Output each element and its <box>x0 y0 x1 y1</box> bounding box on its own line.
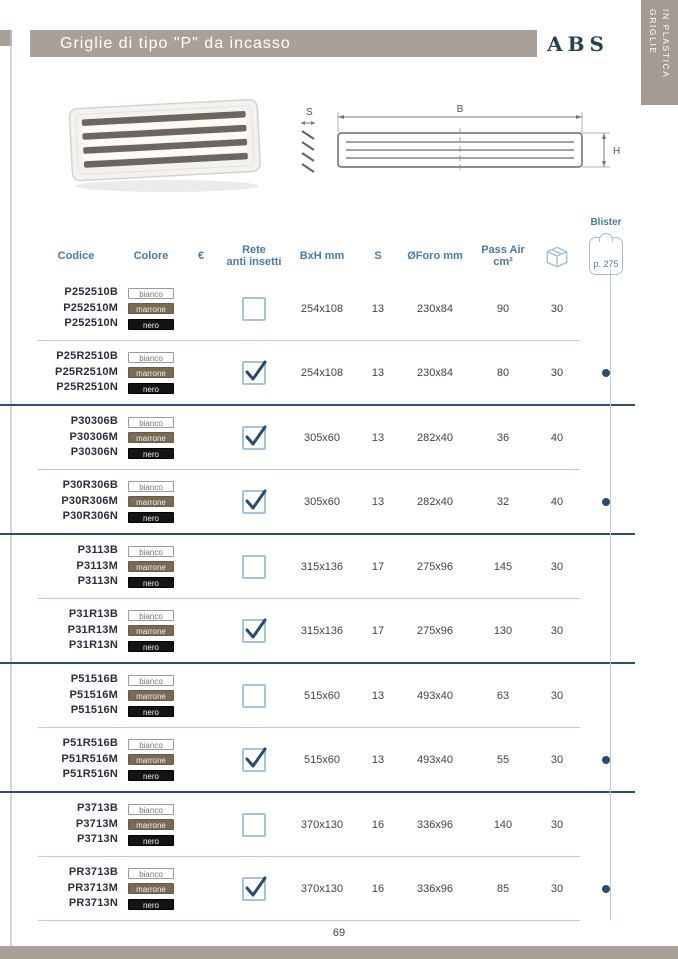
value-bxh: 370x130 <box>300 818 344 831</box>
product-code: P31R13M <box>67 623 118 636</box>
color-swatch-bianco: bianco <box>128 417 174 428</box>
value-bxh: 515x60 <box>303 689 341 702</box>
header-foro: ØForo mm <box>407 250 463 262</box>
product-code: P3713B <box>77 802 118 815</box>
colors-cell <box>122 675 180 717</box>
blister-dot <box>602 369 610 377</box>
value-s: 17 <box>371 624 385 637</box>
value-pass-air: 80 <box>496 366 510 379</box>
header-rete-line1: Rete <box>242 244 266 256</box>
value-qty: 30 <box>550 302 564 315</box>
rete-cell <box>222 490 286 514</box>
table-row <box>30 664 632 727</box>
value-bxh: 515x60 <box>303 753 341 766</box>
value-pass-air: 90 <box>496 302 510 315</box>
value-s: 16 <box>371 882 385 895</box>
codes-cell <box>30 865 122 912</box>
value-bxh: 254x108 <box>300 302 344 315</box>
codes-cell <box>30 801 122 848</box>
insect-net-checkbox <box>242 684 266 708</box>
value-qty: 40 <box>550 431 564 444</box>
color-swatch-marrone: marrone <box>128 432 174 443</box>
dim-b-label: B <box>456 104 464 115</box>
check-icon <box>242 874 268 900</box>
section-tab-line2: IN PLASTICA <box>661 9 671 79</box>
value-qty: 30 <box>550 753 564 766</box>
page-title: Griglie di tipo "P" da incasso <box>60 34 291 52</box>
value-bxh: 305x60 <box>303 431 341 444</box>
blister-dot <box>602 498 610 506</box>
check-icon <box>242 358 268 384</box>
insect-net-checkbox <box>242 297 266 321</box>
table-row <box>30 857 632 920</box>
product-code: P3113N <box>77 575 118 588</box>
table-row <box>30 599 632 662</box>
insect-net-checkbox <box>242 813 266 837</box>
table-row <box>30 793 632 856</box>
value-s: 13 <box>371 689 385 702</box>
value-foro: 336x96 <box>416 818 454 831</box>
product-code: P30R306M <box>61 494 118 507</box>
footer-bar <box>0 946 678 959</box>
color-swatch-marrone: marrone <box>128 496 174 507</box>
blister-icon <box>589 237 623 275</box>
color-swatch-nero: nero <box>128 577 174 588</box>
product-code: P252510B <box>64 286 118 299</box>
product-code: P31R13B <box>68 608 118 621</box>
color-swatch-marrone: marrone <box>128 754 174 765</box>
codes-cell <box>30 478 122 525</box>
value-s: 13 <box>371 431 385 444</box>
value-foro: 275x96 <box>416 560 454 573</box>
value-pass-air: 85 <box>496 882 510 895</box>
check-icon <box>242 487 268 513</box>
codes-cell <box>30 607 122 654</box>
rete-cell <box>222 684 286 708</box>
product-code: P3713M <box>75 817 118 830</box>
rete-cell <box>222 555 286 579</box>
header-pass-air: Pass Air cm² <box>481 244 525 268</box>
color-swatch-bianco: bianco <box>128 804 174 815</box>
table-row <box>30 470 632 533</box>
table-row <box>30 728 632 791</box>
color-swatch-bianco: bianco <box>128 675 174 686</box>
value-qty: 40 <box>550 495 564 508</box>
colors-cell <box>122 417 180 459</box>
color-swatch-nero: nero <box>128 512 174 523</box>
codes-cell <box>30 285 122 332</box>
value-pass-air: 145 <box>493 560 513 573</box>
rete-cell <box>222 619 286 643</box>
color-swatch-marrone: marrone <box>128 303 174 314</box>
color-swatch-marrone: marrone <box>128 883 174 894</box>
box-icon <box>543 242 571 270</box>
product-code: P25R2510M <box>55 365 118 378</box>
color-swatch-nero: nero <box>128 448 174 459</box>
grille-photo <box>57 88 275 198</box>
color-swatch-bianco: bianco <box>128 610 174 621</box>
value-foro: 493x40 <box>416 689 454 702</box>
value-pass-air: 55 <box>496 753 510 766</box>
colors-cell <box>122 868 180 910</box>
header-euro: € <box>197 250 205 262</box>
color-swatch-nero: nero <box>128 835 174 846</box>
section-tab <box>641 0 678 105</box>
colors-cell <box>122 352 180 394</box>
product-code: P3113B <box>77 544 118 557</box>
rete-cell <box>222 877 286 901</box>
value-pass-air: 63 <box>496 689 510 702</box>
product-code: P30R306B <box>62 479 118 492</box>
color-swatch-marrone: marrone <box>128 561 174 572</box>
product-code: PR3713M <box>67 881 118 894</box>
value-qty: 30 <box>550 689 564 702</box>
product-code: P30306N <box>70 446 118 459</box>
rete-cell <box>222 361 286 385</box>
codes-cell <box>30 672 122 719</box>
value-foro: 230x84 <box>416 366 454 379</box>
product-code: P51R516B <box>62 737 118 750</box>
color-swatch-nero: nero <box>128 706 174 717</box>
color-swatch-nero: nero <box>128 383 174 394</box>
header-colore: Colore <box>133 250 169 262</box>
table-row <box>30 535 632 598</box>
header-rete <box>222 244 286 268</box>
product-code: P252510N <box>64 317 118 330</box>
value-foro: 336x96 <box>416 882 454 895</box>
header-box <box>534 242 580 270</box>
header-rete-line2: anti insetti <box>226 256 282 268</box>
color-swatch-marrone: marrone <box>128 367 174 378</box>
table-row <box>30 341 632 404</box>
color-swatch-marrone: marrone <box>128 819 174 830</box>
blister-cell <box>580 498 632 506</box>
value-foro: 230x84 <box>416 302 454 315</box>
insect-net-checkbox <box>242 490 266 514</box>
value-s: 13 <box>371 753 385 766</box>
header-blister <box>580 237 632 275</box>
product-code: P51516N <box>70 704 118 717</box>
color-swatch-bianco: bianco <box>128 546 174 557</box>
color-swatch-nero: nero <box>128 899 174 910</box>
dim-s-label: S <box>306 107 313 118</box>
table-body <box>30 277 632 921</box>
brand-logo: ABS <box>547 31 609 56</box>
blister-page-ref: p. 275 <box>593 259 619 269</box>
page-number: 69 <box>332 927 346 939</box>
blister-cell <box>580 369 632 377</box>
codes-cell <box>30 414 122 461</box>
value-s: 13 <box>371 495 385 508</box>
technical-drawing <box>292 103 622 195</box>
colors-cell <box>122 546 180 588</box>
value-bxh: 370x130 <box>300 882 344 895</box>
check-icon <box>242 616 268 642</box>
color-swatch-bianco: bianco <box>128 481 174 492</box>
product-code: P30R306N <box>62 510 118 523</box>
product-code: P3713N <box>77 833 118 846</box>
value-foro: 282x40 <box>416 431 454 444</box>
codes-cell <box>30 736 122 783</box>
product-code: P51R516M <box>61 752 118 765</box>
rete-cell <box>222 297 286 321</box>
product-code: P51516B <box>70 673 118 686</box>
header-bxh: BxH mm <box>299 250 345 262</box>
page-header-bar <box>30 30 537 57</box>
color-swatch-bianco: bianco <box>128 288 174 299</box>
value-bxh: 254x108 <box>300 366 344 379</box>
product-code: P51516M <box>69 688 118 701</box>
codes-cell <box>30 349 122 396</box>
color-swatch-marrone: marrone <box>128 625 174 636</box>
insect-net-checkbox <box>242 361 266 385</box>
value-foro: 275x96 <box>416 624 454 637</box>
color-swatch-bianco: bianco <box>128 739 174 750</box>
row-separator <box>38 920 580 921</box>
colors-cell <box>122 739 180 781</box>
value-qty: 30 <box>550 366 564 379</box>
blister-column-title: Blister <box>590 217 622 228</box>
header-codice: Codice <box>57 250 95 262</box>
dim-h-label: H <box>613 146 621 157</box>
product-code: P252510M <box>63 301 118 314</box>
value-foro: 493x40 <box>416 753 454 766</box>
product-code: P30306B <box>70 415 118 428</box>
value-qty: 30 <box>550 882 564 895</box>
blister-cell <box>580 756 632 764</box>
check-icon <box>242 423 268 449</box>
rete-cell <box>222 748 286 772</box>
colors-cell <box>122 610 180 652</box>
color-swatch-bianco: bianco <box>128 868 174 879</box>
value-bxh: 305x60 <box>303 495 341 508</box>
color-swatch-nero: nero <box>128 770 174 781</box>
left-margin-rule <box>10 30 12 946</box>
product-code: PR3713B <box>68 866 118 879</box>
blister-column-divider <box>610 270 611 920</box>
value-pass-air: 36 <box>496 431 510 444</box>
value-bxh: 315x136 <box>300 560 344 573</box>
codes-cell <box>30 543 122 590</box>
colors-cell <box>122 804 180 846</box>
value-s: 17 <box>371 560 385 573</box>
colors-cell <box>122 288 180 330</box>
value-s: 13 <box>371 302 385 315</box>
value-qty: 30 <box>550 818 564 831</box>
insect-net-checkbox <box>242 426 266 450</box>
section-tab-line1: GRIGLIE <box>648 9 658 55</box>
value-pass-air: 130 <box>493 624 513 637</box>
colors-cell <box>122 481 180 523</box>
value-qty: 30 <box>550 624 564 637</box>
product-code: P31R13N <box>68 639 118 652</box>
value-bxh: 315x136 <box>300 624 344 637</box>
product-code: PR3713N <box>68 897 118 910</box>
table-row <box>30 406 632 469</box>
value-s: 16 <box>371 818 385 831</box>
value-qty: 30 <box>550 560 564 573</box>
color-swatch-bianco: bianco <box>128 352 174 363</box>
value-pass-air: 32 <box>496 495 510 508</box>
value-s: 13 <box>371 366 385 379</box>
product-code: P30306M <box>69 430 118 443</box>
color-swatch-nero: nero <box>128 319 174 330</box>
insect-net-checkbox <box>242 877 266 901</box>
value-pass-air: 140 <box>493 818 513 831</box>
rete-cell <box>222 813 286 837</box>
blister-icon-bump <box>599 233 613 242</box>
table-row <box>30 277 632 340</box>
blister-cell <box>580 885 632 893</box>
product-code: P3113M <box>76 559 118 572</box>
product-code: P25R2510B <box>56 350 118 363</box>
insect-net-checkbox <box>242 748 266 772</box>
blister-dot <box>602 756 610 764</box>
insect-net-checkbox <box>242 619 266 643</box>
product-code: P25R2510N <box>56 381 118 394</box>
check-icon <box>242 745 268 771</box>
table-header-row <box>30 233 632 279</box>
header-s: S <box>374 250 382 262</box>
value-foro: 282x40 <box>416 495 454 508</box>
rete-cell <box>222 426 286 450</box>
insect-net-checkbox <box>242 555 266 579</box>
color-swatch-nero: nero <box>128 641 174 652</box>
color-swatch-marrone: marrone <box>128 690 174 701</box>
blister-dot <box>602 885 610 893</box>
product-code: P51R516N <box>62 768 118 781</box>
